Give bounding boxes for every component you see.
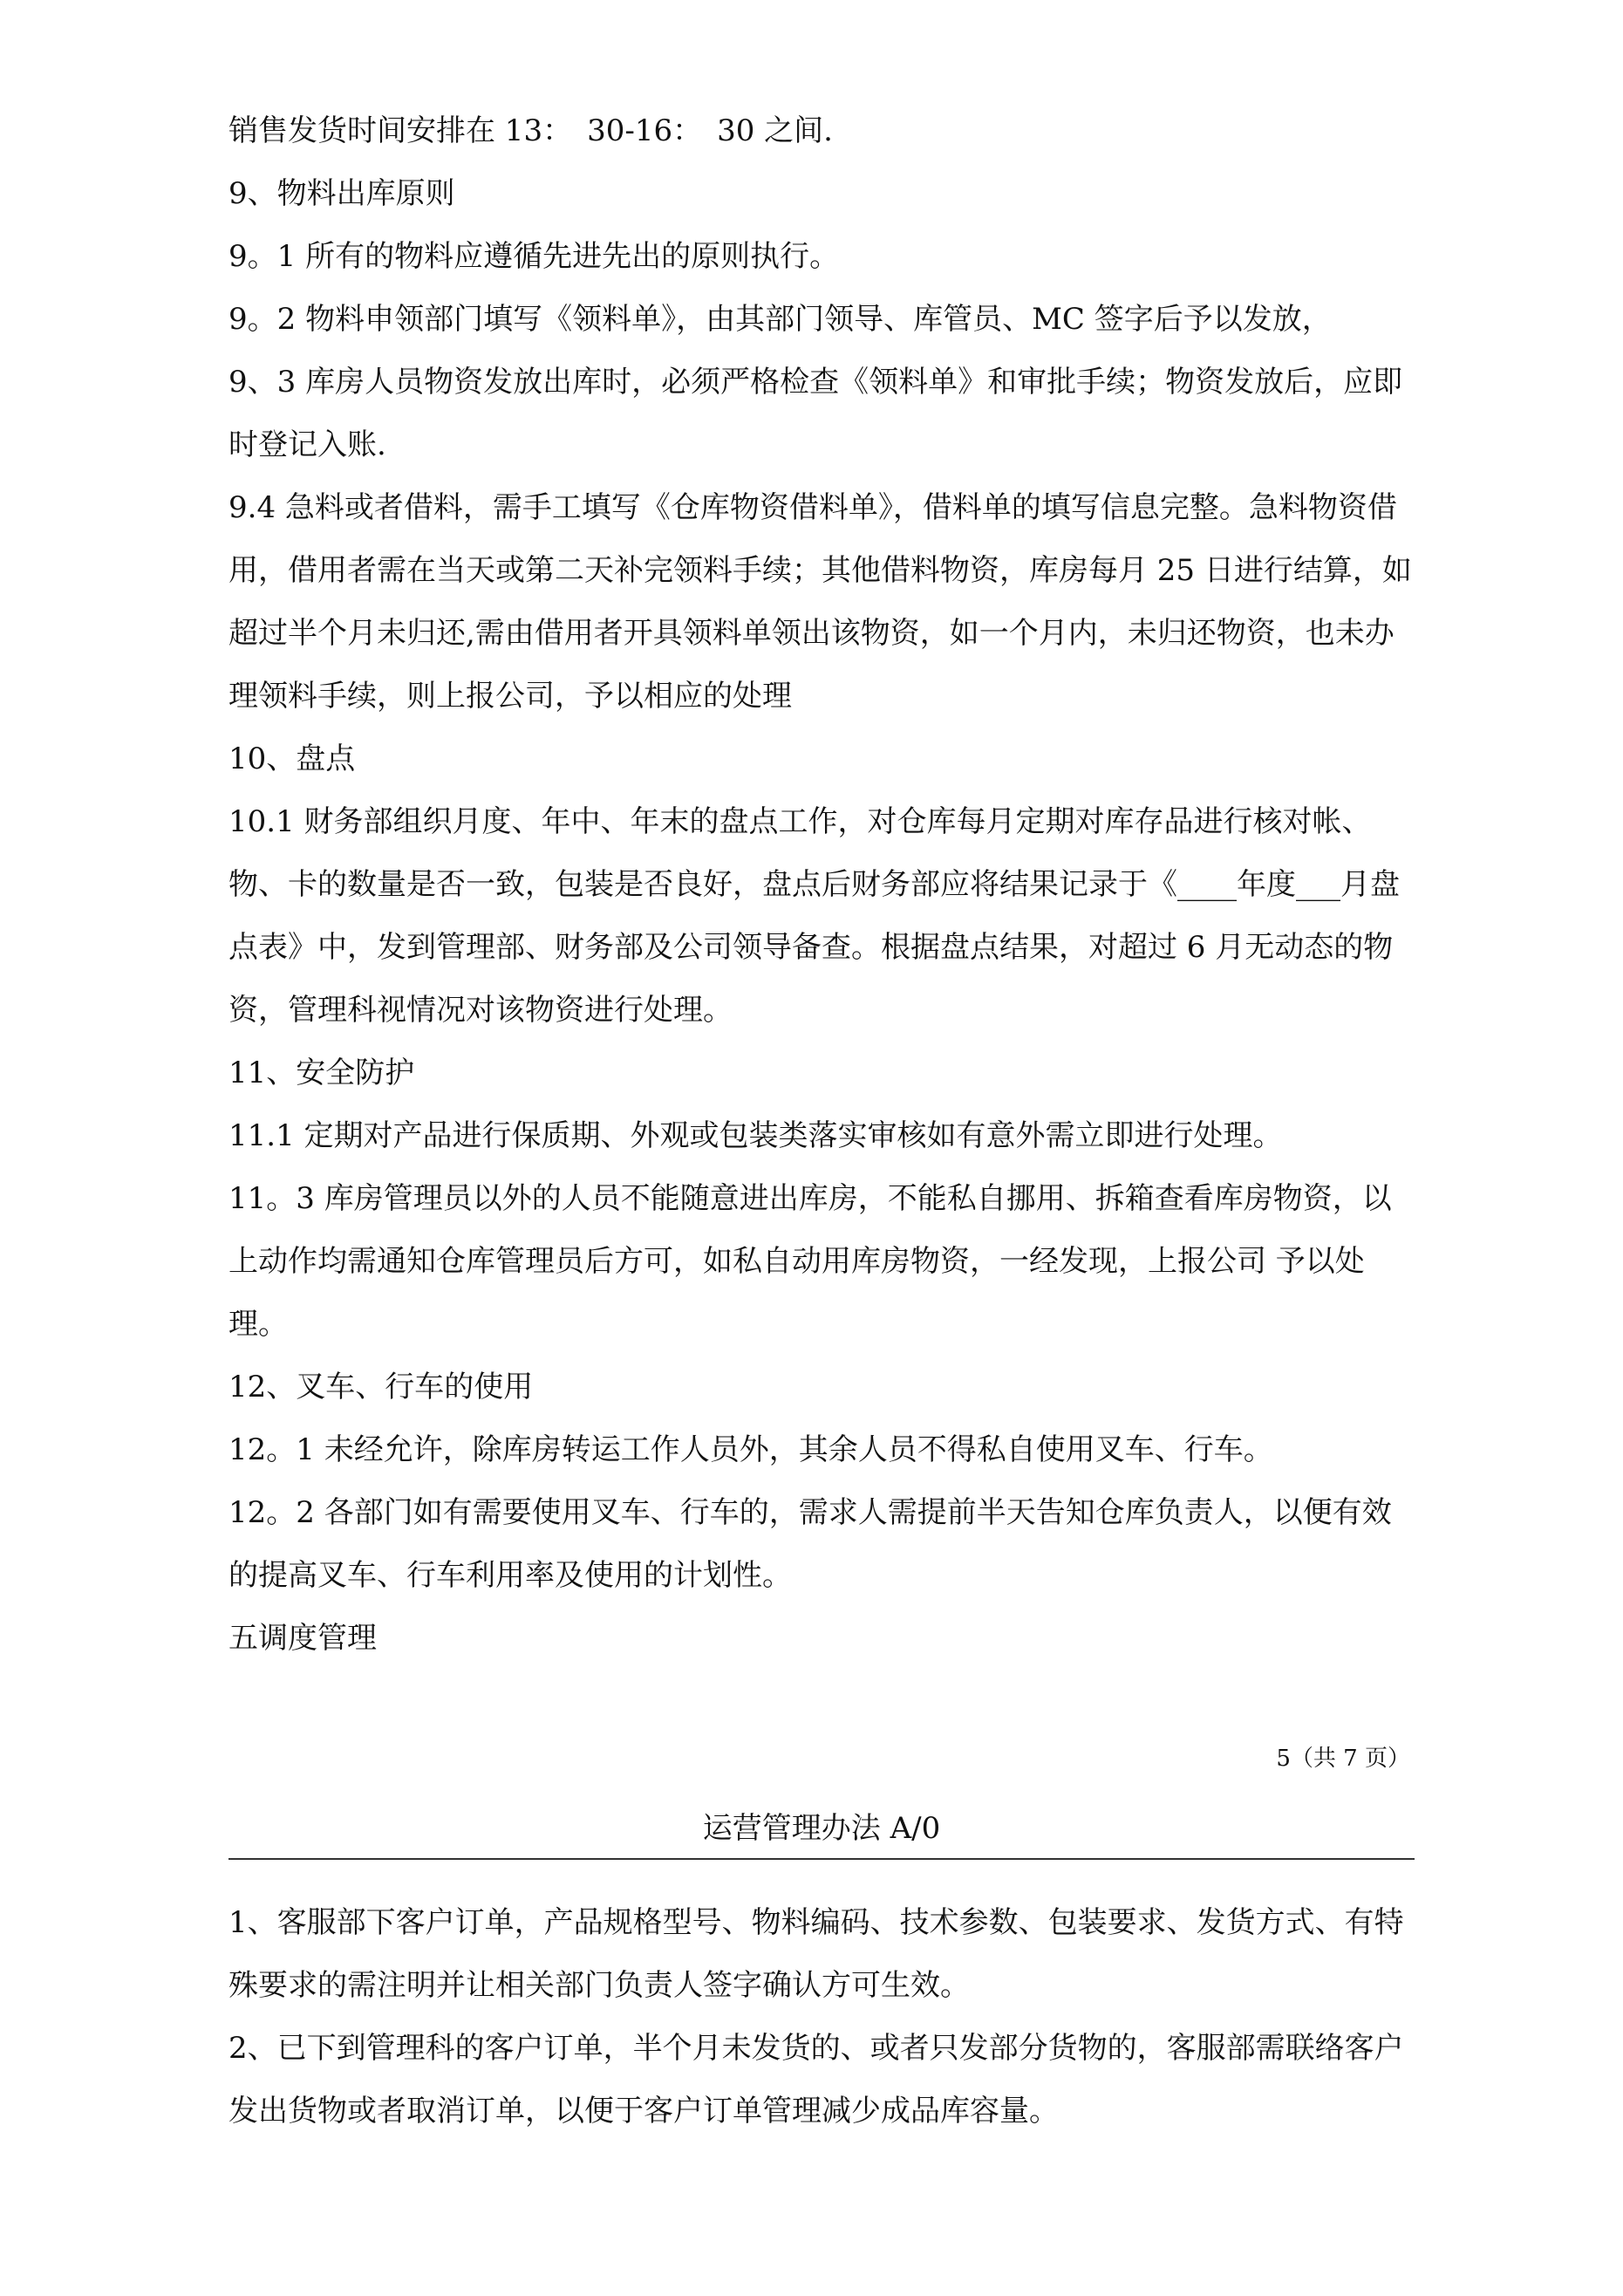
- section-heading: 11、安全防护: [228, 1056, 415, 1090]
- paragraph: 12。1 未经允许，除库房转运工作人员外，其余人员不得私自使用叉车、行车。: [228, 1432, 1273, 1467]
- paragraph: 销售发货时间安排在 13： 30-16： 30 之间.: [228, 113, 833, 148]
- section-heading: 9、物料出库原则: [228, 176, 455, 211]
- paragraph: 9、3 库房人员物资发放出库时，必须严格检查《领料单》和审批手续；物资发放后，应即时登记入账.: [228, 365, 1403, 462]
- paragraph: 11。3 库房管理员以外的人员不能随意进出库房，不能私自挪用、拆箱查看库房物资，以上动作均需通知仓库管理员后方可，如私自动用库房物资，一经发现，上报公司 予以处理。: [228, 1181, 1392, 1342]
- page-number: 5（共 7 页）: [1276, 1746, 1410, 1772]
- section-heading: 10、盘点: [228, 741, 356, 776]
- paragraph: 9。2 物料申领部门填写《领料单》，由其部门领导、库管员、MC 签字后予以发放，: [228, 302, 1332, 337]
- page-body-top: [228, 99, 1415, 1670]
- page-body-bottom: [228, 1891, 1415, 2142]
- paragraph: 10.1 财务部组织月度、年中、年末的盘点工作，对仓库每月定期对库存品进行核对帐、物、卡的数量是否一致，包装是否良好，盘点后财务部应将结果记录于《____年度___月盘点表》中，发到管理部、财务部及公司领导备查。根据盘点结果，对超过 6 月无动态的物资，管理科视情况对该物资进行处理。: [228, 804, 1400, 1028]
- header-divider: [228, 1858, 1415, 1860]
- paragraph: 1、客服部下客户订单，产品规格型号、物料编码、技术参数、包装要求、发货方式、有特殊要求的需注明并让相关部门负责人签字确认方可生效。: [228, 1905, 1404, 2003]
- paragraph: 9.4 急料或者借料，需手工填写《仓库物资借料单》，借料单的填写信息完整。急料物资借用，借用者需在当天或第二天补完领料手续；其他借料物资，库房每月 25 日进行结算，如超过半个月未归还,需由借用者开具领料单领出该物资，如一个月内，未归还物资，也未办理领料手续，则上报公司，予以相应的处理: [228, 490, 1412, 714]
- paragraph: 12。2 各部门如有需要使用叉车、行车的，需求人需提前半天告知仓库负责人，以便有效的提高叉车、行车利用率及使用的计划性。: [228, 1495, 1392, 1593]
- page-header-title: 运营管理办法 A/0: [702, 1811, 941, 1846]
- section-heading: 五调度管理: [228, 1621, 377, 1656]
- paragraph: 11.1 定期对产品进行保质期、外观或包装类落实审核如有意外需立即进行处理。: [228, 1118, 1283, 1153]
- paragraph: 2、已下到管理科的客户订单，半个月未发货的、或者只发部分货物的，客服部需联络客户发出货物或者取消订单，以便于客户订单管理减少成品库容量。: [228, 2031, 1404, 2129]
- section-heading: 12、叉车、行车的使用: [228, 1370, 534, 1404]
- paragraph: 9。1 所有的物料应遵循先进先出的原则执行。: [228, 239, 840, 274]
